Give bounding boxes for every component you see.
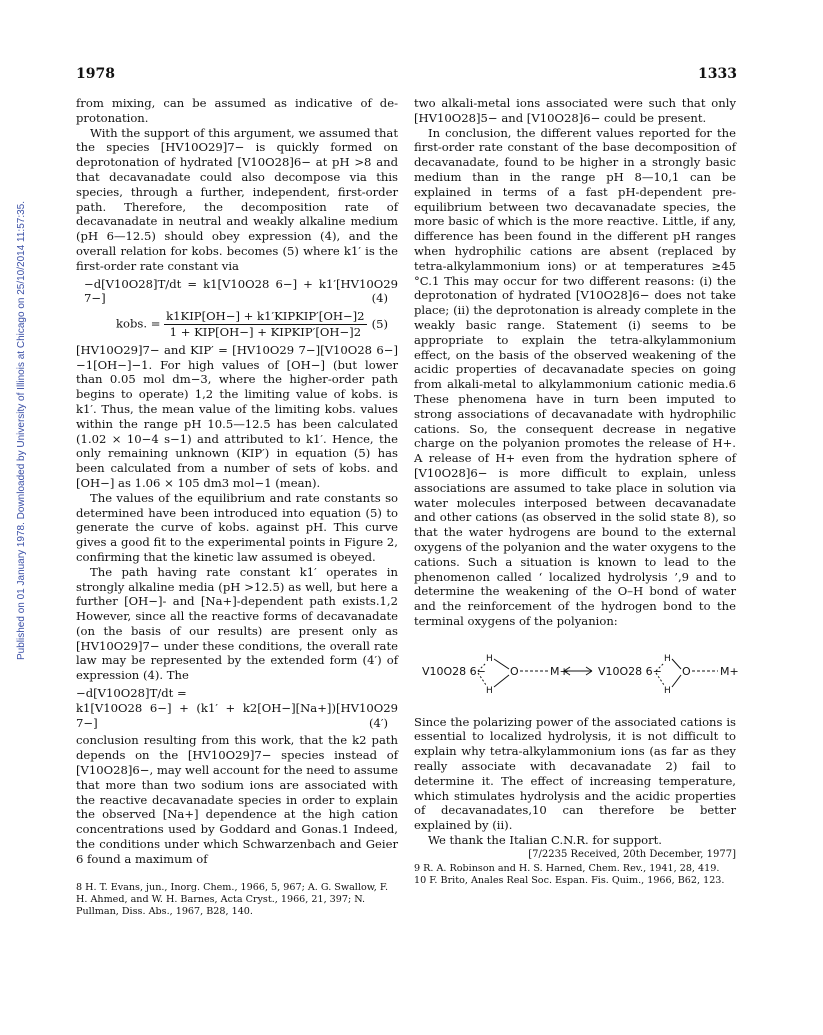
equation-number: (4) <box>371 291 388 306</box>
numerator: k1KIP[OH−] + k1′KIPKIP′[OH−]2 <box>166 309 365 324</box>
paragraph: conclusion resulting from this work, that the k2 path depends on the [HV10O29]7− species instead of [V10O28]6−, may well account for the need to assume that more than two sodium ions are associated with the reactive decavanadate species in order to explain the observed [Na+] dependence at the high cation concentrations used by Goddard and Gonas.1 Indeed, the conditions under which Schwarzenbach and Geier 6 found a maximum of <box>76 733 398 866</box>
scheme-m: M+ <box>550 664 569 678</box>
footnote-10: 10 F. Brito, Anales Real Soc. Espan. Fis. Quim., 1966, B62, 123. <box>414 874 725 886</box>
equation-lhs: kobs. = <box>116 316 161 331</box>
paragraph: Since the polarizing power of the associated cations is essential to localized hydrolysis, it is not difficult to explain why tetra-alkylammonium ions (as far as they really associate with decavanadate 2) fail to determine it. The effect of increasing temperature, which stimulates hydrolysis and the acidic properties of decavanadates,10 can therefore be better explained by (ii). <box>414 714 736 833</box>
equation-line: k1[V10O28 6−] + (k1′ + k2[OH−][Na+])[HV10O29 7−] <box>76 700 398 730</box>
acknowledgement: We thank the Italian C.N.R. for support. <box>428 833 662 848</box>
download-notice: Published on 01 January 1978. Downloaded by University of Illinois at Chicago on 25/10/2014 11:57:35. <box>16 200 27 660</box>
scheme-right-species: V10O28 6− <box>598 664 662 678</box>
fraction <box>164 309 366 340</box>
paragraph: from mixing, can be assumed as indicative of de-protonation. <box>76 96 398 125</box>
scheme-h: H <box>486 685 493 696</box>
paragraph: The values of the equilibrium and rate constants so determined have been introduced into equation (5) to generate the curve of kobs. against pH. This curve gives a good fit to the experimental points in Figure 2, confirming that the kinetic law assumed is obeyed. <box>76 490 398 564</box>
denominator: 1 + KIP[OH−] + KIPKIP′[OH−]2 <box>169 324 362 339</box>
footnote-8: 8 H. T. Evans, jun., Inorg. Chem., 1966, 5, 967; A. G. Swallow, F. H. Ahmed, and W. H. Barnes, Acta Cryst., 1966, 21, 397; N. Pullman, Diss. Abs., 1967, B28, 140. <box>76 881 389 917</box>
received-date: [7/2235 Received, 20th December, 1977] <box>528 848 736 860</box>
equation-line: −d[V10O28]T/dt = <box>76 686 187 701</box>
footnote-9: 9 R. A. Robinson and H. S. Harned, Chem. Rev., 1941, 28, 419. <box>414 862 720 874</box>
equation-number: (4′) <box>368 715 388 730</box>
page-number: 1333 <box>698 66 737 82</box>
paragraph: two alkali-metal ions associated were such that only [HV10O28]5− and [V10O28]6− could be present. <box>414 96 736 125</box>
paragraph: [HV10O29]7− and KIP′ = [HV10O29 7−][V10O28 6−]−1[OH−]−1. For high values of [OH−] (but lower than 0.05 mol dm−3, where the higher-order path begins to operate) 1,2 the limiting value of kobs. is k1′. Thus, the mean value of the limiting kobs. values within the range pH 10.5—12.5 has been calculated (1.02 × 10−4 s−1) and attributed to k1′. Hence, the only remaining unknown (KIP′) in equation (5) has been calculated from a number of sets of kobs. and [OH−] as 1.06 × 105 dm3 mol−1 (mean). <box>76 342 398 490</box>
download-watermark <box>4 180 27 660</box>
scheme-h: H <box>664 685 671 696</box>
localized-hydrolysis-scheme <box>414 645 739 697</box>
scheme-h: H <box>664 653 671 664</box>
scheme-m: M+ <box>720 664 739 678</box>
scheme-o: O <box>510 664 519 678</box>
scheme-h: H <box>486 653 493 664</box>
scheme-o: O <box>682 664 691 678</box>
scheme-diagram <box>414 645 739 697</box>
equation-4-prime <box>76 686 398 730</box>
left-column <box>76 96 398 918</box>
scheme-left-species: V10O28 6− <box>422 664 486 678</box>
journal-year: 1978 <box>76 66 115 82</box>
right-column <box>414 96 739 887</box>
paragraph: With the support of this argument, we assumed that the species [HV10O29]7− is quickly formed on deprotonation of hydrated [V10O28]6− at pH >8 and that decavanadate could also decompose via this species, through a further, independent, first-order path. Therefore, the decomposition rate of decavanadate in neutral and weakly alkaline medium (pH 6—12.5) should obey expression (4), and the overall relation for kobs. becomes (5) where k1′ is the first-order rate constant via <box>76 125 398 273</box>
equation-4 <box>84 277 398 307</box>
paragraph: In conclusion, the different values reported for the first-order rate constant of the base decomposition of decavanadate, found to be higher in a strongly basic medium than in the range pH 8—10,1 can be explained in terms of a fast pH-dependent pre-equilibrium between two decavanadate species, the more basic of which is the more reactive. Little, if any, difference has been found in the different pH ranges when hydrophilic cations are absent (replaced by tetra-alkylammonium ions) or at temperatures ≥45 °C.1 This may occur for two different reasons: (i) the deprotonation of hydrated [V10O28]6− does not take place; (ii) the deprotonation is already complete in the weakly basic range. Statement (i) seems to be appropriate to explain the tetra-alkylammonium effect, on the basis of the observed weakening of the acidic properties of decavanadate species on going from alkali-metal to alkylammonium cationic media.6 These phenomena have in turn been imputed to strong associations of decavanadate with hydrophilic cations. So, the consequent decrease in negative charge on the polyanion promotes the release of H+. A release of H+ even from the hydration sphere of [V10O28]6− is more difficult to explain, unless associations are assumed to take place in solution via water molecules interposed between decavanadate and other cations (as observed in the solid state 8), so that the water hydrogens are bound to the external oxygens of the polyanion and the water oxygens to the cations. Such a situation is known to lead to the phenomenon called ‘ localized hydrolysis ’,9 and to determine the weakening of the O–H bond of water and the reinforcement of the hydrogen bond to the terminal oxygens of the polyanion: <box>414 125 736 628</box>
equation-body: −d[V10O28]T/dt = k1[V10O28 6−] + k1′[HV10O29 7−] <box>84 276 398 306</box>
equation-5 <box>116 309 398 340</box>
equation-number: (5) <box>371 317 388 332</box>
paragraph: The path having rate constant k1′ operates in strongly alkaline media (pH >12.5) as well, but here a further [OH−]- and [Na+]-dependent path exists.1,2 However, since all the reactive forms of decavanadate (on the basis of our results) are present only as [HV10O29]7− under these conditions, the overall rate law may be represented by the extended form (4′) of expression (4). The <box>76 564 398 683</box>
